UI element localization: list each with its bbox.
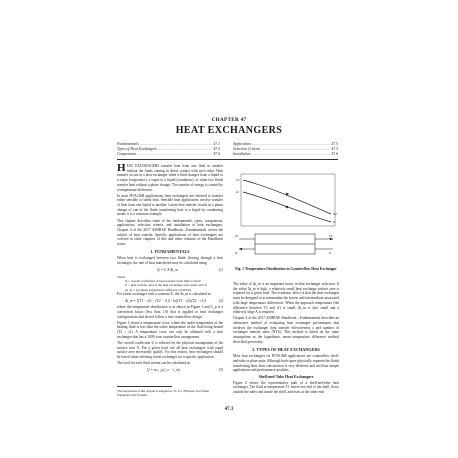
paragraph: Chapter 4 of the 2017 ASHRAE Handbook—Fundamentals describes an alternative method of evaluating heat exchanger performance that involves the exchanger heat transfer effectiveness ε and number of exchanger transfer units (NTU). This method is based on the same assumptions as the logarithmic mean temperature difference method described previously. [233, 316, 339, 344]
paragraph: The overall coefficient U is affected by the physical arrangement of the surface area A. For a given load, not all heat exchangers with equal surface area necessarily qualify. For this reason, heat exchangers should be tested when selecting a heat exchanger for a specific application. [117, 340, 223, 360]
paragraph: For a heat exchanger with a constant U, the Δt_m is calculated as [117, 291, 211, 296]
paragraph: Figure 1 shows a temperature cross, where the outlet temperature of the heating fluid is less than the outlet temperature of the fluid being heated (T2 < t2). A temperature cross can only be obtained with a heat exchanger that has a 100% true counterflow arrangement. [117, 320, 223, 339]
page-number: 47.1 [224, 407, 234, 412]
hot-outlet-arrow [330, 238, 333, 240]
toc-item[interactable]: Fundamentals ..... 47.1 [117, 142, 220, 147]
equation-1: Q = U A Δt_m (1) [157, 267, 223, 272]
label-inlet-hot: T1 [235, 234, 239, 238]
paragraph: Figure 2 shows the representative path of a shell-and-tube heat exchanger. The fluid at temperature T1 enters one end of the shell, flows outside the tubes and inside the shell, and exits at the other end. [233, 380, 339, 395]
chapter-label: CHAPTER 47 [211, 117, 247, 123]
temperature-distribution-figure [233, 170, 339, 265]
intro-paragraph: HEAT EXCHANGERS transfer heat from one fluid to another without the fluids coming in direct contact with each other. Heat transfer occurs in a heat exchanger when a fluid changes from a liquid to a vapor (evaporator), a vapor to a liquid (condenser), or when two fluids transfer heat without a phase change. The transfer of energy is caused by a temperature difference. [117, 162, 223, 192]
paragraph: where the temperature distribution is as shown in Figure 1 and C_p is a convection factor (less than 1.0) that is applied to heat exchanger configurations that do not follow a true counterflow design. [117, 305, 223, 319]
figure-caption: Fig. 1 Temperature Distribution in Counterflow Heat Exchanger [235, 267, 337, 271]
toc-item[interactable]: Application ..... 47.5 [233, 142, 338, 147]
label-t1-cold: t1 [333, 220, 336, 224]
hot-fluid-curve [243, 180, 331, 214]
toc-item[interactable]: Selection Criteria ..... 47.5 [233, 147, 338, 152]
toc-item[interactable]: Types of Heat Exchangers ..... 47.3 [117, 147, 220, 152]
toc-left [117, 142, 220, 157]
section-heading: 2. TYPES OF HEAT EXCHANGERS [252, 346, 320, 352]
toc-item[interactable]: Components ..... 47.6 [117, 152, 220, 157]
paragraph: The load for each fluid stream can be calculated as [117, 361, 190, 366]
equation-3: Q = m c_p (t_o − t_in) (3) [147, 367, 223, 372]
where-label: where [117, 274, 126, 279]
footnote: The preparation of this chapter is assigned to TC 6.1, Hydronic and Steam Equipment and Systems. [117, 389, 209, 397]
where-list: Q = overall coefficient of heat transfer from fluid to fluid U = heat transfer area of the heat exchanger associated with U Δt_m = log mean temperature difference (LMTD) [125, 279, 207, 292]
label-t2-hot: T2 [333, 212, 337, 216]
toc-right [233, 142, 338, 157]
section-heading: 1. FUNDAMENTALS [150, 248, 190, 254]
label-outlet-cold: t2 [235, 251, 238, 255]
paragraph: In most HVAC&R applications, heat exchangers are selected to transfer either sensible or latent heat. Sensible heat applications involve transfer of heat from one liquid to another. Latent heat transfer results in a phase change of one of the fluids transferring heat to a liquid by condensing steam, it is a common example. [117, 193, 223, 217]
label-t2-cold: t2 [236, 190, 239, 194]
toc-divider [117, 159, 338, 160]
label-outlet-hot: T2 [329, 234, 333, 238]
hot-flow-arrow [286, 193, 289, 196]
cold-outlet-arrow [239, 248, 242, 250]
paragraph: This chapter describes some of the fundamentals, types, components, applications, selection criteria, and installation of heat exchangers. Chapter 4 of the 2017 ASHRAE Handbook—Fundamentals covers the subject of heat transfer. Specific applications of heat exchangers are covered in other chapters of this and other volumes of the Handbook series. [117, 218, 223, 247]
column-left [117, 164, 223, 375]
paragraph: When heat is exchanged between two fluids flowing through a heat exchanger, the rate of heat transferred may be calculated using [117, 256, 223, 266]
equation-2: Δt_m = [(T1 − t2) − (T2 − t1)] / ln[(T1 − t2)/(T2 − t1)] (2) [125, 298, 223, 303]
column-right [233, 282, 339, 395]
paragraph: Most heat exchangers for HVAC&R applications are counterflow shell-and-tube or plate units. Although both types physically separate the fluids transferring heat, their construction is very different, and each has unique applications and performance qualities. [233, 354, 339, 373]
subsection-heading: Shell-and-Tube Heat Exchangers [258, 375, 314, 380]
footnote-divider [117, 386, 172, 387]
label-inlet-cold: t1 [329, 251, 332, 255]
chapter-title: HEAT EXCHANGERS [175, 125, 283, 136]
drop-cap: H [117, 162, 126, 174]
toc-item[interactable]: Installation ..... 47.6 [233, 152, 338, 157]
paragraph: The value of Δt_m is an important factor in heat exchanger selection. If the value Δt_m is high, a relatively small heat exchange surface area is required for a given load. The economic effect is that the heat exchanger must be designed to accommodate the lowest and intermediate associated with large temperature differences. When the approach temperature (the difference between T2 and t1) is small, Δt_m is also small and a relatively large A is required. [233, 282, 339, 315]
label-t1-hot: T1 [236, 178, 240, 182]
figure-frame [241, 174, 335, 226]
